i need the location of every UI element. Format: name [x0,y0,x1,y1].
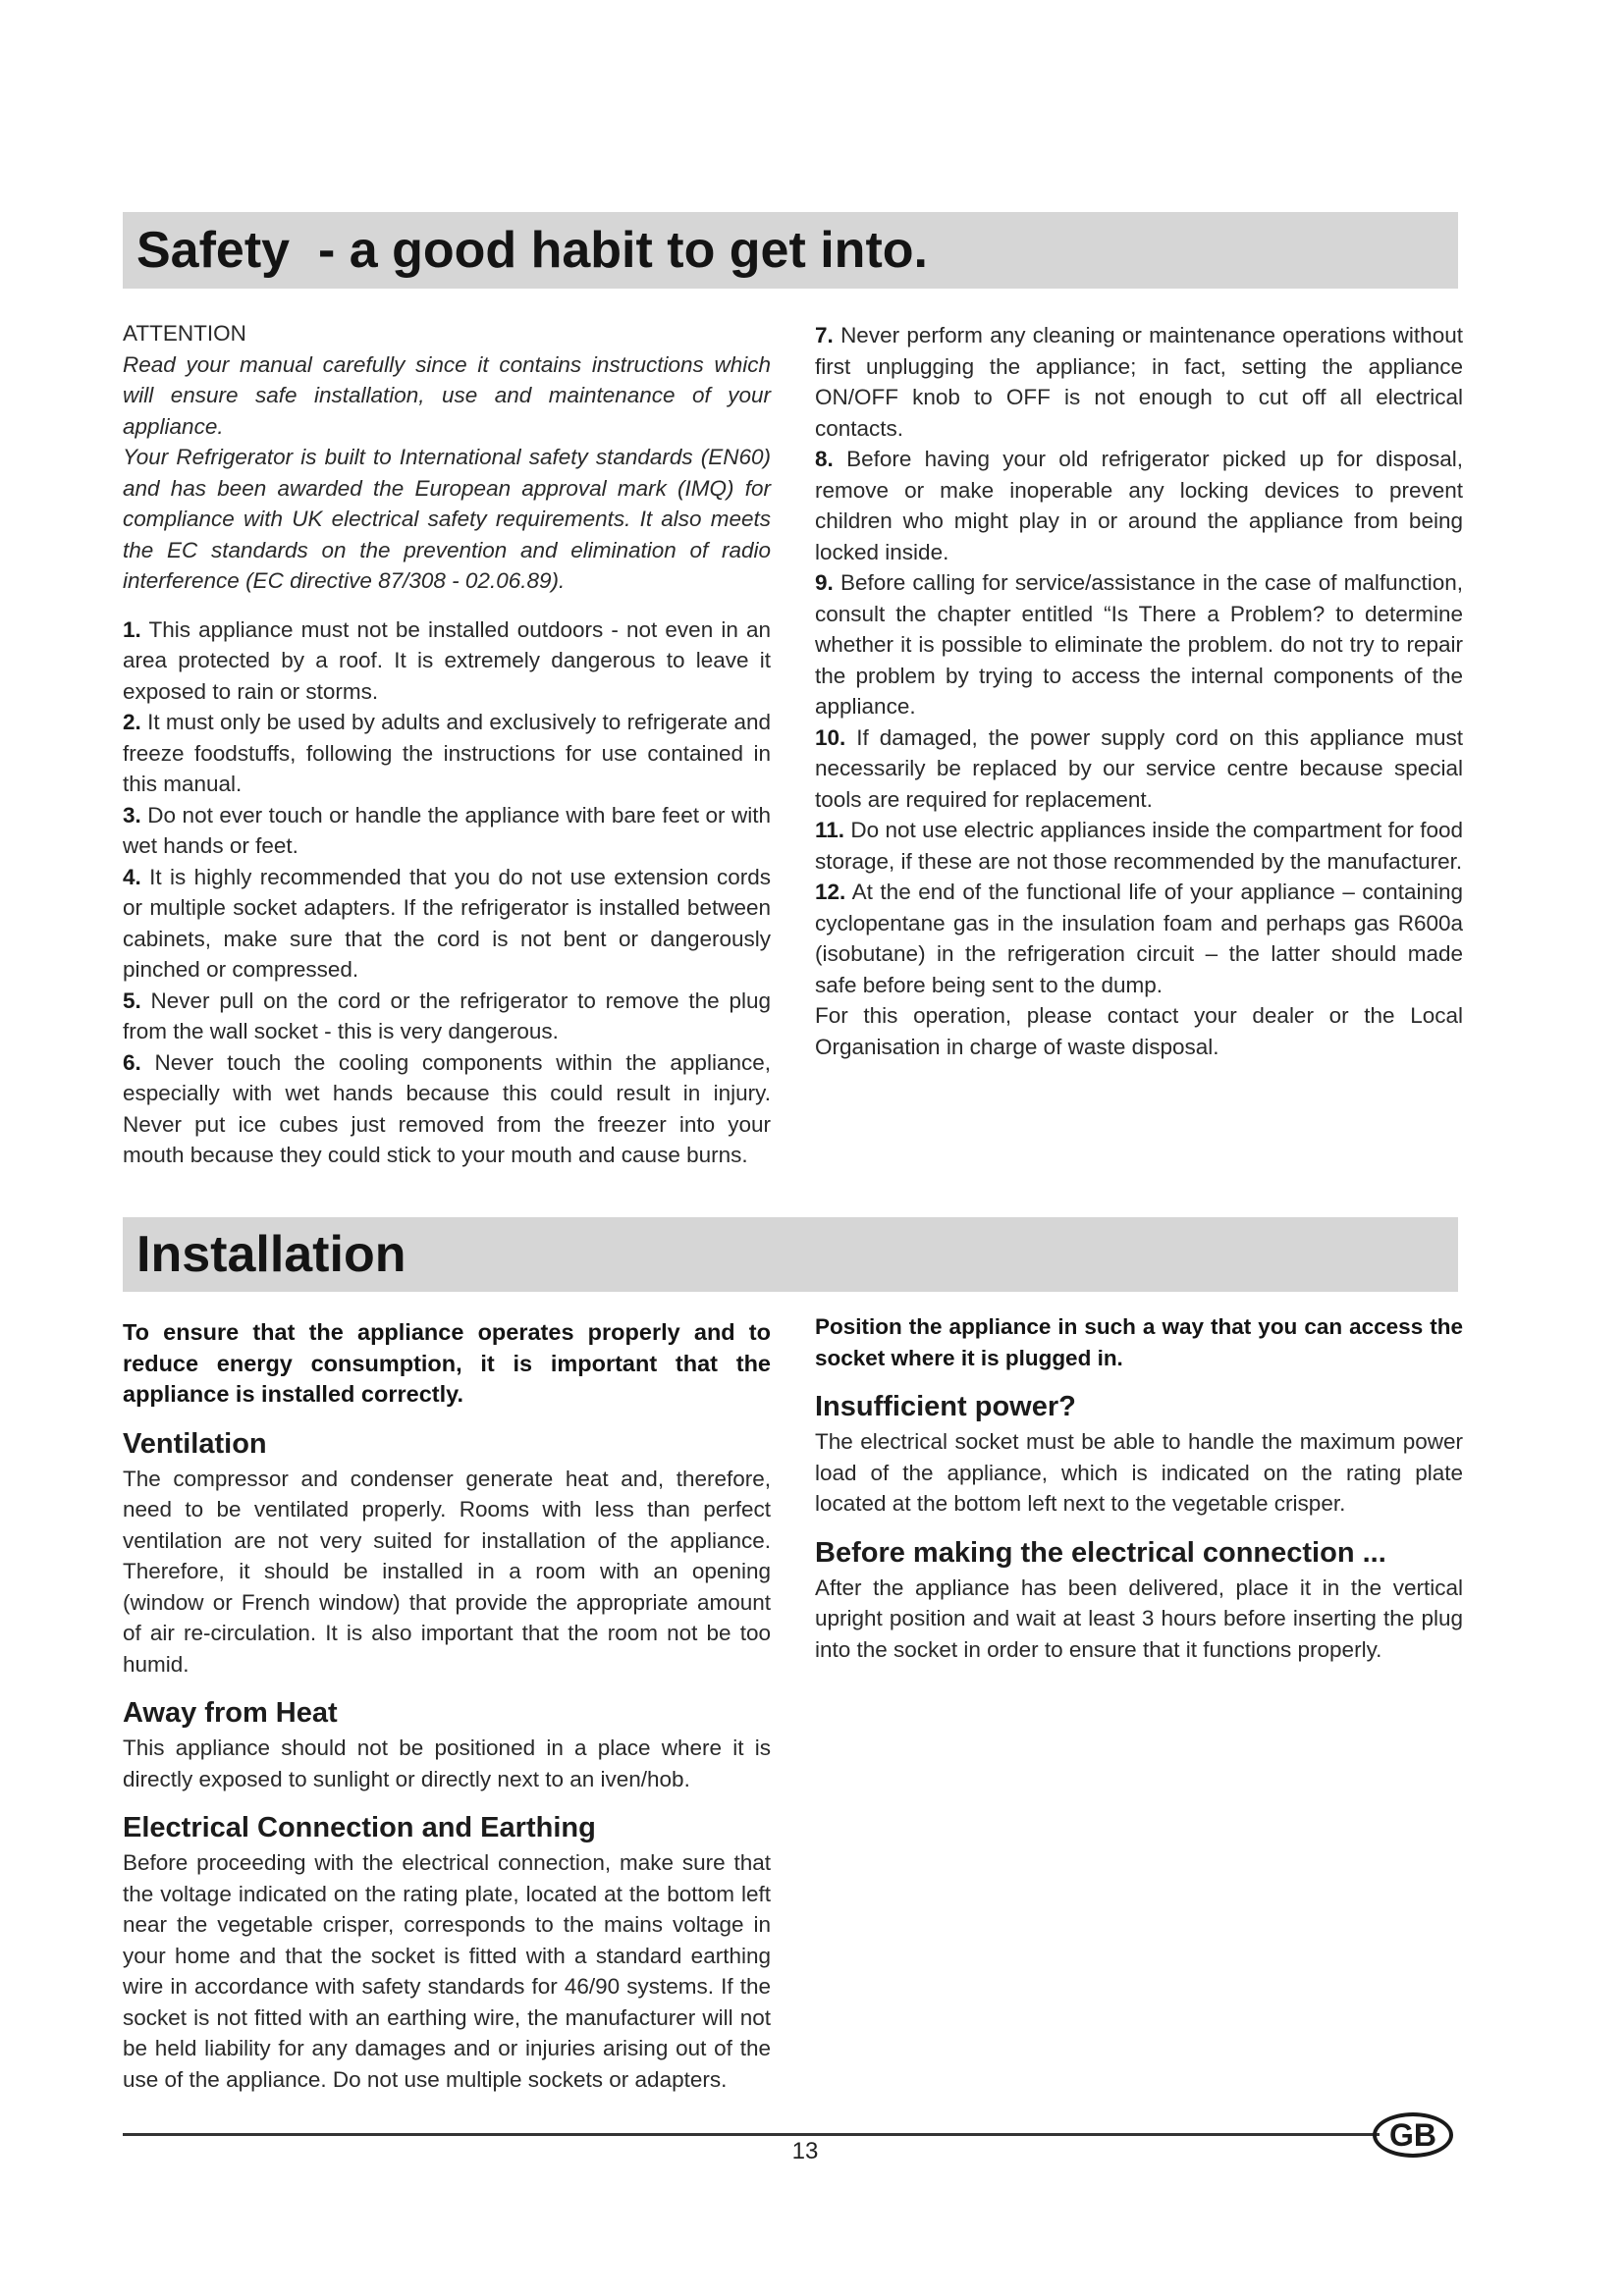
item-number: 5. [123,988,141,1013]
insufficient-power-heading: Insufficient power? [815,1391,1076,1422]
safety-item-7 [815,320,1463,444]
item-text: Never perform any cleaning or maintenance operations without first unplugging the appliance; in fact, setting the appliance ON/OFF knob to OFF is not enough to cut off all electrical contacts. [815,323,1463,441]
item-text: Before calling for service/assistance in the case of malfunction, consult the chapter entitled “Is There a Problem? to determine whether it is possible to eliminate the problem. do not try to repair the problem by trying to access the internal components of the appliance. [815,570,1463,719]
item-number: 10. [815,724,846,750]
item-text: Do not use electric appliances inside the compartment for food storage, if these are not those recommended by the manufacturer. [815,818,1463,874]
safety-item-8 [815,444,1463,567]
safety-item-4 [123,862,771,986]
away-from-heat-heading: Away from Heat [123,1697,338,1729]
item-text: At the end of the functional life of your appliance – containing cyclopentane gas in the insulation foam and perhaps gas R600a (isobutane) in the refrigeration circuit – the latter should made safe before being sent to the dump. [815,880,1463,997]
before-connection-heading: Before making the electrical connection ... [815,1536,1386,1569]
item-number: 4. [123,864,141,889]
item-text: If damaged, the power supply cord on this appliance must necessarily be replaced by our service centre because special tools are required for replacement. [815,724,1463,812]
disposal-note: For this operation, please contact your dealer or the Local Organisation in charge of waste disposal. [815,1003,1463,1059]
installation-section-heading [123,1217,1458,1292]
safety-item-10 [815,722,1463,816]
socket-access-note: Position the appliance in such a way that you can access the socket where it is plugged in. [815,1314,1463,1370]
ventilation-text: The compressor and condenser generate heat and, therefore, need to be ventilated properly. Rooms with less than perfect ventilation are not very suited for installation of the appliance. Therefore, it should be installed in a room with an opening (window or French window) that provide the appropriate amount of air re-circulation. It is also important that the room not be too humid. [123,1466,771,1677]
item-text: Do not ever touch or handle the appliance with bare feet or with wet hands or feet. [123,802,771,858]
safety-right-column [815,320,1463,1062]
item-number: 8. [815,447,834,471]
installation-left-column [123,1317,771,2095]
safety-left-column [123,318,771,1171]
item-number: 6. [123,1049,141,1075]
electrical-connection-text: Before proceeding with the electrical connection, make sure that the voltage indicated on the rating plate, located at the bottom left near the vegetable crisper, corresponds to the mains voltage in your home and that the socket is fitted with a standard earthing wire in accordance with safety standards for 46/90 systems. If the socket is not fitted with an earthing wire, the manufacturer will not be held liability for any damages and or injuries arising out of the use of the appliance. Do not use multiple sockets or adapters. [123,1850,771,2092]
item-number: 12. [815,880,846,904]
footer-rule [123,2133,1380,2136]
safety-item-5 [123,986,771,1047]
item-text: Never pull on the cord or the refrigerator to remove the plug from the wall socket - this is very dangerous. [123,988,771,1043]
item-number: 3. [123,802,141,828]
item-text: This appliance must not be installed outdoors - not even in an area protected by a roof. It is extremely dangerous to leave it exposed to rain or storms. [123,616,771,704]
safety-item-1 [123,614,771,708]
safety-item-2 [123,707,771,800]
electrical-connection-heading: Electrical Connection and Earthing [123,1812,596,1843]
intro-paragraph-2: Your Refrigerator is built to International safety standards (EN60) and has been awarded the European approval mark (IMQ) for compliance with UK electrical safety requirements. It also meets the EC standards on the prevention and elimination of radio interference (EC directive 87/308 - 02.06.89). [123,445,771,593]
insufficient-power-text: The electrical socket must be able to handle the maximum power load of the appliance, which is indicated on the rating plate located at the bottom left next to the vegetable crisper. [815,1429,1463,1516]
item-number: 2. [123,710,141,734]
safety-item-9 [815,567,1463,722]
installation-title: Installation [136,1226,406,1283]
item-text: Before having your old refrigerator picked up for disposal, remove or make inoperable any locking devices to prevent children who might play in or around the appliance from being locked inside. [815,447,1463,564]
item-text: It must only be used by adults and exclusively to refrigerate and freeze foodstuffs, following the instructions for use contained in this manual. [123,710,771,796]
item-number: 11. [815,818,845,842]
intro-paragraph-1: Read your manual carefully since it contains instructions which will ensure safe installation, use and maintenance of your appliance. [123,351,771,439]
safety-item-11 [815,815,1463,877]
safety-item-12 [815,877,1463,1000]
item-text: Never touch the cooling components within the appliance, especially with wet hands because this could result in injury. Never put ice cubes just removed from the freezer into your mouth because they could stick to your mouth and cause burns. [123,1049,771,1167]
safety-item-6 [123,1047,771,1171]
safety-title: Safety - a good habit to get into. [136,222,928,279]
ventilation-heading: Ventilation [123,1427,267,1460]
installation-lead: To ensure that the appliance operates properly and to reduce energy consumption, it is important that the appliance is installed correctly. [123,1319,771,1407]
page-number: 13 [791,2138,819,2164]
item-number: 9. [815,570,834,595]
region-badge: GB [1373,2112,1453,2158]
safety-section-heading [123,212,1458,289]
away-from-heat-text: This appliance should not be positioned in a place where it is directly exposed to sunlight or directly next to an iven/hob. [123,1735,771,1791]
item-number: 1. [123,616,141,642]
installation-right-column [815,1311,1463,1665]
item-text: It is highly recommended that you do not use extension cords or multiple socket adapters. If the refrigerator is installed between cabinets, make sure that the cord is not bent or dangerously pinched or compressed. [123,864,771,982]
item-number: 7. [815,323,834,347]
safety-item-3 [123,800,771,862]
before-connection-text: After the appliance has been delivered, place it in the vertical upright position and wait at least 3 hours before inserting the plug into the socket in order to ensure that it functions properly. [815,1575,1463,1662]
attention-label: ATTENTION [123,321,246,346]
